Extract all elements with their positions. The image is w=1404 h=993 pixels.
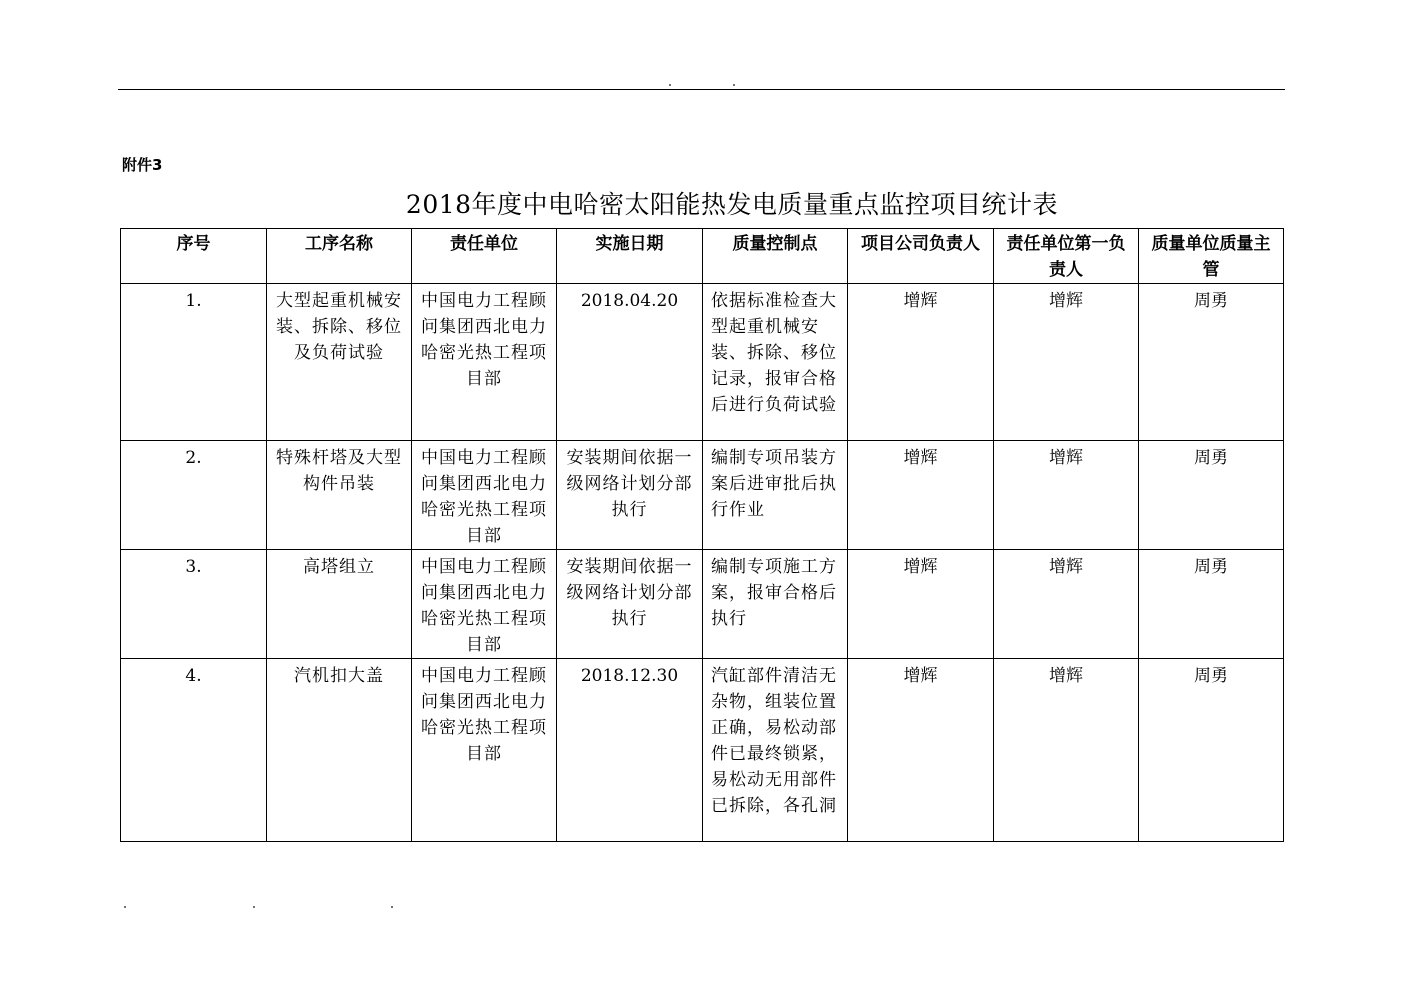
quality-control-point: 编制专项施工方案，报审合格后执行 (703, 550, 848, 659)
process-name: 大型起重机械安装、拆除、移位及负荷试验 (267, 284, 412, 441)
column-header: 序号 (121, 229, 267, 284)
row-number: 4. (121, 659, 267, 842)
implementation-date: 安装期间依据一级网络计划分部执行 (557, 550, 703, 659)
quality-control-point: 汽缸部件清洁无杂物，组装位置正确，易松动部件已最终锁紧，易松动无用部件已拆除，各孔洞 (703, 659, 848, 842)
row-number: 2. (121, 441, 267, 550)
header-dot (669, 84, 671, 86)
header-rule (118, 89, 1285, 90)
process-name: 特殊杆塔及大型构件吊装 (267, 441, 412, 550)
quality-lead: 周勇 (1139, 659, 1284, 842)
responsible-unit: 中国电力工程顾问集团西北电力哈密光热工程项目部 (412, 284, 557, 441)
table-row (121, 284, 1284, 441)
responsible-unit: 中国电力工程顾问集团西北电力哈密光热工程项目部 (412, 550, 557, 659)
column-header: 质量控制点 (703, 229, 848, 284)
attachment-label: 附件3 (122, 156, 163, 174)
quality-control-point: 依据标准检查大型起重机械安装、拆除、移位记录，报审合格后进行负荷试验 (703, 284, 848, 441)
process-name: 高塔组立 (267, 550, 412, 659)
column-header: 责任单位第一负责人 (994, 229, 1139, 284)
implementation-date: 2018.12.30 (557, 659, 703, 842)
footer-dot (391, 906, 393, 908)
document-title: 2018年度中电哈密太阳能热发电质量重点监控项目统计表 (405, 190, 1059, 219)
column-header: 质量单位质量主管 (1139, 229, 1284, 284)
implementation-date: 2018.04.20 (557, 284, 703, 441)
unit-lead: 增辉 (994, 550, 1139, 659)
row-number: 1. (121, 284, 267, 441)
column-header: 项目公司负责人 (848, 229, 994, 284)
column-header: 实施日期 (557, 229, 703, 284)
footer-dot (253, 906, 255, 908)
quality-lead: 周勇 (1139, 441, 1284, 550)
company-lead: 增辉 (848, 659, 994, 842)
table-row (121, 550, 1284, 659)
quality-control-point: 编制专项吊装方案后进审批后执行作业 (703, 441, 848, 550)
responsible-unit: 中国电力工程顾问集团西北电力哈密光热工程项目部 (412, 659, 557, 842)
quality-lead: 周勇 (1139, 284, 1284, 441)
company-lead: 增辉 (848, 284, 994, 441)
column-header: 工序名称 (267, 229, 412, 284)
company-lead: 增辉 (848, 441, 994, 550)
table-header-row (121, 229, 1284, 284)
unit-lead: 增辉 (994, 659, 1139, 842)
statistics-table (120, 228, 1284, 842)
responsible-unit: 中国电力工程顾问集团西北电力哈密光热工程项目部 (412, 441, 557, 550)
footer-dot (124, 906, 126, 908)
row-number: 3. (121, 550, 267, 659)
header-dot (733, 84, 735, 86)
company-lead: 增辉 (848, 550, 994, 659)
unit-lead: 增辉 (994, 284, 1139, 441)
unit-lead: 增辉 (994, 441, 1139, 550)
table-row (121, 659, 1284, 842)
column-header: 责任单位 (412, 229, 557, 284)
implementation-date: 安装期间依据一级网络计划分部执行 (557, 441, 703, 550)
process-name: 汽机扣大盖 (267, 659, 412, 842)
quality-lead: 周勇 (1139, 550, 1284, 659)
table-row (121, 441, 1284, 550)
